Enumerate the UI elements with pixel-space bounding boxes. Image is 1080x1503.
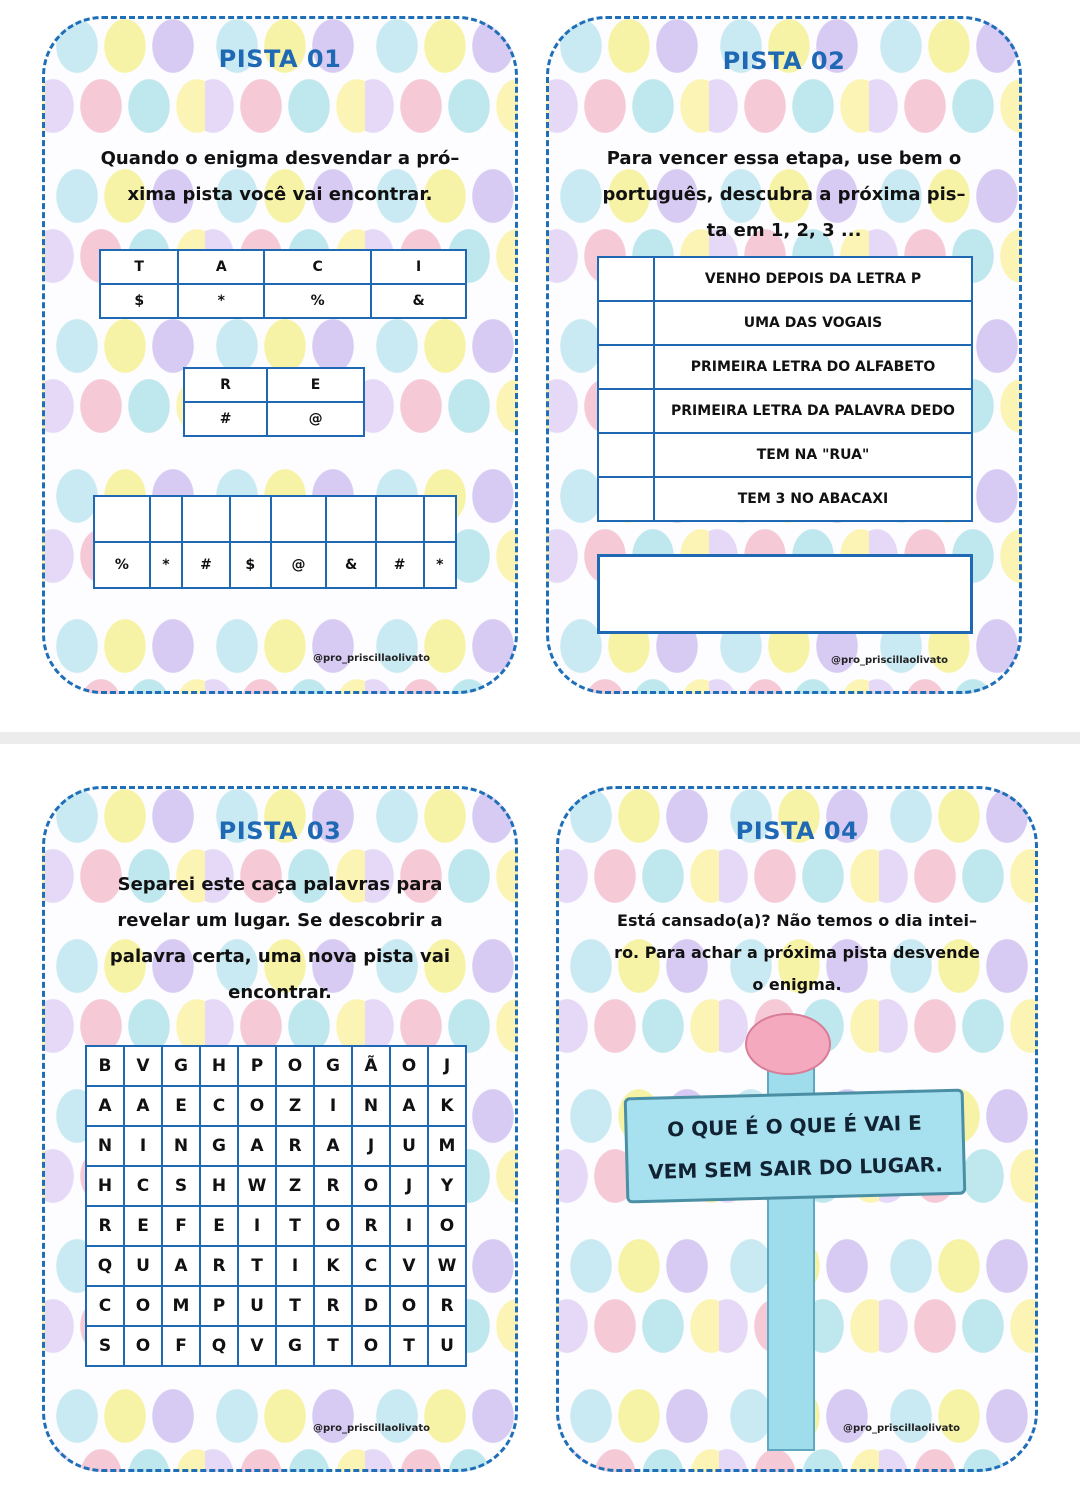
grid-cell: O	[390, 1286, 428, 1326]
grid-cell: A	[390, 1086, 428, 1126]
grid-cell: G	[162, 1046, 200, 1086]
grid-cell: N	[86, 1126, 124, 1166]
grid-cell: A	[238, 1126, 276, 1166]
grid-cell: H	[200, 1046, 238, 1086]
grid-cell: T	[276, 1286, 314, 1326]
grid-cell: H	[86, 1166, 124, 1206]
grid-cell: T	[390, 1326, 428, 1366]
grid-row	[86, 1166, 466, 1206]
grid-cell: R	[200, 1246, 238, 1286]
grid-cell: I	[390, 1206, 428, 1246]
grid-row	[86, 1206, 466, 1246]
grid-cell: C	[124, 1166, 162, 1206]
card-title: PISTA 03	[218, 817, 342, 845]
grid-cell: I	[314, 1086, 352, 1126]
cipher-cell: #	[184, 402, 267, 436]
card-text-line-1: Quando o enigma desvendar a pró–	[100, 148, 460, 169]
riddle-sign	[624, 1089, 967, 1204]
card-pista-02	[546, 16, 1022, 694]
grid-cell: A	[124, 1086, 162, 1126]
clue-cell: TEM NA "RUA"	[654, 433, 972, 477]
answer-cell	[326, 496, 375, 542]
grid-cell: Z	[276, 1166, 314, 1206]
cipher-cell: @	[267, 402, 364, 436]
grid-cell: R	[86, 1206, 124, 1246]
grid-cell: R	[428, 1286, 466, 1326]
grid-cell: O	[428, 1206, 466, 1246]
card-text-line-1: Está cansado(a)? Não temos o dia intei–	[617, 911, 977, 930]
grid-cell: H	[200, 1166, 238, 1206]
card-text-line-2: xima pista você vai encontrar.	[127, 184, 433, 205]
separator-band	[0, 732, 1080, 744]
grid-cell: Y	[428, 1166, 466, 1206]
grid-cell: C	[200, 1086, 238, 1126]
author-handle: @pro_priscillaolivato	[831, 655, 949, 666]
grid-cell: A	[86, 1086, 124, 1126]
card-text-line-3: o enigma.	[752, 975, 842, 994]
grid-cell: U	[390, 1126, 428, 1166]
riddle-line-1: O QUE É O QUE É VAI E	[666, 1110, 923, 1142]
cipher-cell: R	[184, 368, 267, 402]
code-cell: #	[182, 542, 230, 588]
clue-table	[597, 256, 973, 522]
grid-row	[86, 1326, 466, 1366]
answer-cell	[150, 496, 182, 542]
cipher-cell: %	[264, 284, 371, 318]
card-title: PISTA 02	[722, 47, 846, 75]
grid-cell: A	[314, 1126, 352, 1166]
answer-cell	[598, 345, 654, 389]
sign-knob	[745, 1013, 831, 1075]
grid-cell: T	[314, 1326, 352, 1366]
grid-cell: F	[162, 1206, 200, 1246]
cipher-cell: I	[371, 250, 466, 284]
card-text-line-2: revelar um lugar. Se descobrir a	[117, 910, 443, 931]
card-text-line-1: Separei este caça palavras para	[117, 874, 443, 895]
grid-cell: B	[86, 1046, 124, 1086]
code-cell: &	[326, 542, 375, 588]
grid-cell: R	[352, 1206, 390, 1246]
grid-cell: E	[124, 1206, 162, 1246]
grid-cell: O	[352, 1166, 390, 1206]
grid-cell: M	[428, 1126, 466, 1166]
word-search-grid	[85, 1045, 467, 1367]
cipher-table-1	[99, 249, 467, 319]
grid-cell: K	[314, 1246, 352, 1286]
grid-cell: R	[314, 1166, 352, 1206]
cipher-cell: A	[178, 250, 264, 284]
grid-cell: O	[124, 1326, 162, 1366]
card-title: PISTA 04	[735, 817, 859, 845]
code-cell: @	[271, 542, 327, 588]
grid-cell: D	[352, 1286, 390, 1326]
grid-cell: I	[238, 1206, 276, 1246]
grid-cell: W	[428, 1246, 466, 1286]
cipher-cell: *	[178, 284, 264, 318]
grid-cell: K	[428, 1086, 466, 1126]
grid-row	[86, 1086, 466, 1126]
grid-cell: R	[276, 1126, 314, 1166]
answer-cell	[424, 496, 457, 542]
answer-table	[93, 495, 457, 589]
code-cell: *	[150, 542, 182, 588]
clue-cell: UMA DAS VOGAIS	[654, 301, 972, 345]
grid-cell: U	[238, 1286, 276, 1326]
code-cell: #	[376, 542, 424, 588]
answer-cell	[182, 496, 230, 542]
answer-cell	[598, 477, 654, 521]
grid-cell: C	[352, 1246, 390, 1286]
grid-cell: V	[390, 1246, 428, 1286]
clue-cell: PRIMEIRA LETRA DO ALFABETO	[654, 345, 972, 389]
code-cell: *	[424, 542, 457, 588]
grid-cell: U	[124, 1246, 162, 1286]
grid-cell: Q	[200, 1326, 238, 1366]
grid-cell: S	[162, 1166, 200, 1206]
author-handle: @pro_priscillaolivato	[843, 1423, 961, 1434]
grid-cell: G	[276, 1326, 314, 1366]
grid-row	[86, 1046, 466, 1086]
card-text-line-2: português, descubra a próxima pis–	[602, 184, 966, 205]
grid-cell: G	[200, 1126, 238, 1166]
clue-cell: PRIMEIRA LETRA DA PALAVRA DEDO	[654, 389, 972, 433]
card-pista-04	[556, 786, 1038, 1472]
grid-cell: Ã	[352, 1046, 390, 1086]
grid-cell: T	[238, 1246, 276, 1286]
grid-row	[86, 1286, 466, 1326]
grid-cell: O	[124, 1286, 162, 1326]
answer-cell	[598, 433, 654, 477]
grid-cell: O	[276, 1046, 314, 1086]
grid-cell: F	[162, 1326, 200, 1366]
grid-cell: J	[428, 1046, 466, 1086]
grid-row	[86, 1126, 466, 1166]
grid-cell: N	[352, 1086, 390, 1126]
card-text-line-3: palavra certa, uma nova pista vai	[109, 946, 451, 967]
card-pista-03	[42, 786, 518, 1472]
author-handle: @pro_priscillaolivato	[313, 1423, 431, 1434]
riddle-line-2: VEM SEM SAIR DO LUGAR.	[647, 1152, 944, 1184]
grid-cell: P	[200, 1286, 238, 1326]
cipher-cell: C	[264, 250, 371, 284]
grid-cell: V	[124, 1046, 162, 1086]
answer-cell	[598, 301, 654, 345]
grid-cell: I	[124, 1126, 162, 1166]
grid-cell: Z	[276, 1086, 314, 1126]
grid-cell: U	[428, 1326, 466, 1366]
cipher-cell: $	[100, 284, 178, 318]
answer-cell	[230, 496, 271, 542]
grid-cell: S	[86, 1326, 124, 1366]
grid-cell: G	[314, 1046, 352, 1086]
grid-cell: V	[238, 1326, 276, 1366]
grid-cell: M	[162, 1286, 200, 1326]
cipher-table-2	[183, 367, 365, 437]
grid-cell: T	[276, 1206, 314, 1246]
grid-cell: J	[390, 1166, 428, 1206]
card-title: PISTA 01	[218, 45, 342, 73]
card-pista-01	[42, 16, 518, 694]
grid-cell: E	[162, 1086, 200, 1126]
grid-cell: O	[352, 1326, 390, 1366]
answer-box	[597, 554, 973, 634]
grid-cell: C	[86, 1286, 124, 1326]
grid-cell: O	[314, 1206, 352, 1246]
cipher-cell: &	[371, 284, 466, 318]
card-text-line-2: ro. Para achar a próxima pista desvende	[614, 943, 980, 962]
answer-cell	[94, 496, 150, 542]
grid-cell: I	[276, 1246, 314, 1286]
grid-cell: O	[390, 1046, 428, 1086]
clue-cell: VENHO DEPOIS DA LETRA P	[654, 257, 972, 301]
grid-cell: P	[238, 1046, 276, 1086]
card-text-line-1: Para vencer essa etapa, use bem o	[606, 148, 962, 169]
card-text-line-4: encontrar.	[228, 982, 332, 1003]
grid-cell: W	[238, 1166, 276, 1206]
grid-cell: O	[238, 1086, 276, 1126]
answer-cell	[598, 257, 654, 301]
grid-cell: Q	[86, 1246, 124, 1286]
grid-cell: A	[162, 1246, 200, 1286]
author-handle: @pro_priscillaolivato	[313, 653, 431, 664]
code-cell: $	[230, 542, 271, 588]
grid-cell: R	[314, 1286, 352, 1326]
card-text-line-3: ta em 1, 2, 3 ...	[706, 220, 862, 241]
cipher-cell: E	[267, 368, 364, 402]
cipher-cell: T	[100, 250, 178, 284]
grid-row	[86, 1246, 466, 1286]
answer-cell	[271, 496, 327, 542]
code-cell: %	[94, 542, 150, 588]
answer-cell	[598, 389, 654, 433]
grid-cell: E	[200, 1206, 238, 1246]
grid-cell: J	[352, 1126, 390, 1166]
clue-cell: TEM 3 NO ABACAXI	[654, 477, 972, 521]
answer-cell	[376, 496, 424, 542]
grid-cell: N	[162, 1126, 200, 1166]
